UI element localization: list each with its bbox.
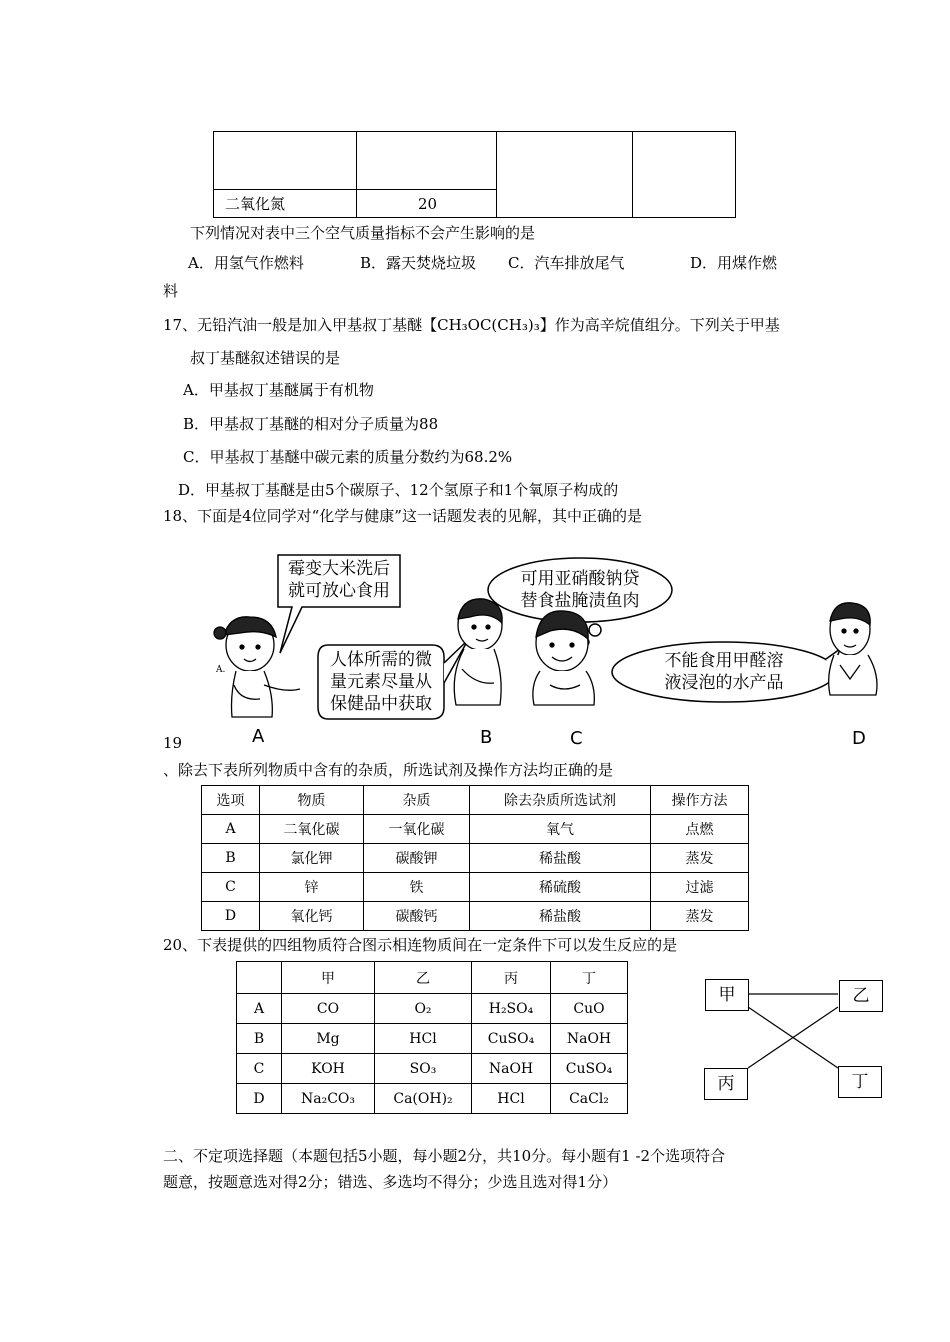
cartoon-label-a: A — [252, 726, 265, 747]
table-cell: 碳酸钾 — [364, 844, 470, 873]
table-row — [237, 1024, 628, 1054]
table-cell: 氧气 — [470, 815, 651, 844]
diagram-node-ding: 丁 — [838, 1066, 882, 1098]
table-cell: Na₂CO₃ — [282, 1084, 375, 1114]
bubble-b-line2: 量元素尽量从 — [330, 672, 432, 692]
q17-option-a: A．甲基叔丁基醚属于有机物 — [183, 381, 374, 399]
table-cell: 点燃 — [651, 815, 749, 844]
bubble-a-text — [280, 558, 398, 602]
top-table-gas: 二氧化氮 — [225, 195, 286, 213]
q19-header-cell: 杂质 — [364, 786, 470, 815]
q20-stem: 20、下表提供的四组物质符合图示相连物质间在一定条件下可以发生反应的是 — [163, 936, 678, 954]
table-cell: B — [202, 844, 260, 873]
bubble-d-line1: 不能食用甲醛溶 — [664, 651, 784, 671]
bubble-b-line1: 人体所需的微 — [330, 650, 432, 670]
table-cell: 蒸发 — [651, 902, 749, 931]
diagram-node-bing: 丙 — [704, 1068, 748, 1100]
q20-header-cell: 丁 — [551, 962, 628, 994]
table-cell: D — [202, 902, 260, 931]
character-c — [533, 611, 594, 705]
q20-header-cell: 乙 — [375, 962, 472, 994]
table-cell: CO — [282, 994, 375, 1024]
q20-header-cell: 甲 — [282, 962, 375, 994]
bubble-b-text — [320, 649, 442, 715]
top-table — [213, 131, 736, 218]
bubble-b-line3: 保健品中获取 — [330, 694, 432, 714]
top-table-value: 20 — [418, 195, 438, 213]
cartoon-label-b: B — [480, 727, 493, 748]
bubble-d-text — [624, 650, 824, 694]
q16-option-a: A．用氢气作燃料 — [188, 254, 304, 272]
bubble-c-line2: 替食盐腌渍鱼肉 — [520, 591, 640, 611]
q19-stem: 、除去下表所列物质中含有的杂质，所选试剂及操作方法均正确的是 — [163, 761, 614, 779]
bubble-c-text — [500, 568, 660, 612]
table-cell: CuSO₄ — [551, 1054, 628, 1084]
q19-header-cell: 除去杂质所选试剂 — [470, 786, 651, 815]
thought-dot-1 — [589, 624, 601, 636]
q20-table — [236, 961, 628, 1114]
table-cell: 氧化钙 — [260, 902, 364, 931]
bubble-a-line2: 就可放心食用 — [288, 581, 390, 601]
table-cell: 碳酸钙 — [364, 902, 470, 931]
q19-number: 19 — [163, 734, 183, 752]
q20-header-cell: 丙 — [472, 962, 551, 994]
q20-header-cell — [237, 962, 282, 994]
table-cell: A — [202, 815, 260, 844]
table-cell: 稀盐酸 — [470, 902, 651, 931]
top-table-grid — [213, 131, 736, 218]
table-cell: C — [202, 873, 260, 902]
table-cell: NaOH — [472, 1054, 551, 1084]
q16-option-c: C．汽车排放尾气 — [508, 254, 625, 272]
table-cell: D — [237, 1084, 282, 1114]
q17-stem-line2: 叔丁基醚叙述错误的是 — [190, 349, 341, 367]
cartoon-label-d: D — [852, 728, 866, 749]
table-cell: 氯化钾 — [260, 844, 364, 873]
q17-option-b: B．甲基叔丁基醚的相对分子质量为88 — [183, 415, 439, 433]
q18-cartoon — [200, 545, 900, 755]
table-cell: Ca(OH)₂ — [375, 1084, 472, 1114]
table-row — [202, 815, 749, 844]
small-a-mark: A. — [216, 665, 226, 675]
diagram-node-jia: 甲 — [705, 979, 749, 1011]
q17-stem-line1: 17、无铅汽油一般是加入甲基叔丁基醚【CH₃OC(CH₃)₃】作为高辛烷值组分。下列关于甲基 — [163, 316, 780, 334]
table-cell: 锌 — [260, 873, 364, 902]
cartoon-label-c: C — [570, 728, 583, 749]
q16-option-d-wrap: 料 — [163, 282, 179, 300]
bubble-c-line1: 可用亚硝酸钠贷 — [520, 569, 640, 589]
q19-header-cell: 物质 — [260, 786, 364, 815]
section2-line2: 题意，按题意选对得2分；错选、多选均不得分；少选且选对得1分） — [163, 1173, 618, 1191]
q16-stem: 下列情况对表中三个空气质量指标不会产生影响的是 — [190, 224, 536, 242]
character-d — [829, 603, 877, 695]
table-row — [237, 994, 628, 1024]
table-cell: CaCl₂ — [551, 1084, 628, 1114]
table-cell: B — [237, 1024, 282, 1054]
q19-table — [201, 785, 749, 931]
q19-header-row — [202, 786, 749, 815]
table-cell: Mg — [282, 1024, 375, 1054]
table-cell: A — [237, 994, 282, 1024]
table-row — [202, 902, 749, 931]
table-cell: 稀硫酸 — [470, 873, 651, 902]
table-cell: CuO — [551, 994, 628, 1024]
bubble-a-line1: 霉变大米洗后 — [288, 559, 390, 579]
table-cell: 一氧化碳 — [364, 815, 470, 844]
q19-header-cell: 选项 — [202, 786, 260, 815]
table-cell: O₂ — [375, 994, 472, 1024]
table-cell: 稀盐酸 — [470, 844, 651, 873]
table-cell: 二氧化碳 — [260, 815, 364, 844]
table-cell: H₂SO₄ — [472, 994, 551, 1024]
table-row — [202, 844, 749, 873]
table-cell: 过滤 — [651, 873, 749, 902]
table-cell: HCl — [472, 1084, 551, 1114]
table-cell: 铁 — [364, 873, 470, 902]
table-row — [237, 1054, 628, 1084]
q19-header-cell: 操作方法 — [651, 786, 749, 815]
q20-header-row — [237, 962, 628, 994]
q17-option-c: C．甲基叔丁基醚中碳元素的质量分数约为68.2% — [183, 448, 513, 466]
table-cell: HCl — [375, 1024, 472, 1054]
diagram-node-yi: 乙 — [839, 980, 883, 1012]
q18-stem: 18、下面是4位同学对“化学与健康”这一话题发表的见解，其中正确的是 — [163, 507, 642, 525]
table-cell: NaOH — [551, 1024, 628, 1054]
table-cell: C — [237, 1054, 282, 1084]
section2-line1: 二、不定项选择题（本题包括5小题，每小题2分，共10分。每小题有1 -2个选项符合 — [163, 1147, 726, 1165]
table-cell: 蒸发 — [651, 844, 749, 873]
table-row — [202, 873, 749, 902]
table-cell: CuSO₄ — [472, 1024, 551, 1054]
bubble-d-line2: 液浸泡的水产品 — [664, 673, 784, 693]
table-cell: KOH — [282, 1054, 375, 1084]
table-row — [237, 1084, 628, 1114]
q16-option-b: B．露天焚烧垃圾 — [360, 254, 477, 272]
table-cell: SO₃ — [375, 1054, 472, 1084]
q16-option-d: D．用煤作燃 — [690, 254, 778, 272]
q17-option-d: D．甲基叔丁基醚是由5个碳原子、12个氢原子和1个氧原子构成的 — [178, 481, 619, 499]
